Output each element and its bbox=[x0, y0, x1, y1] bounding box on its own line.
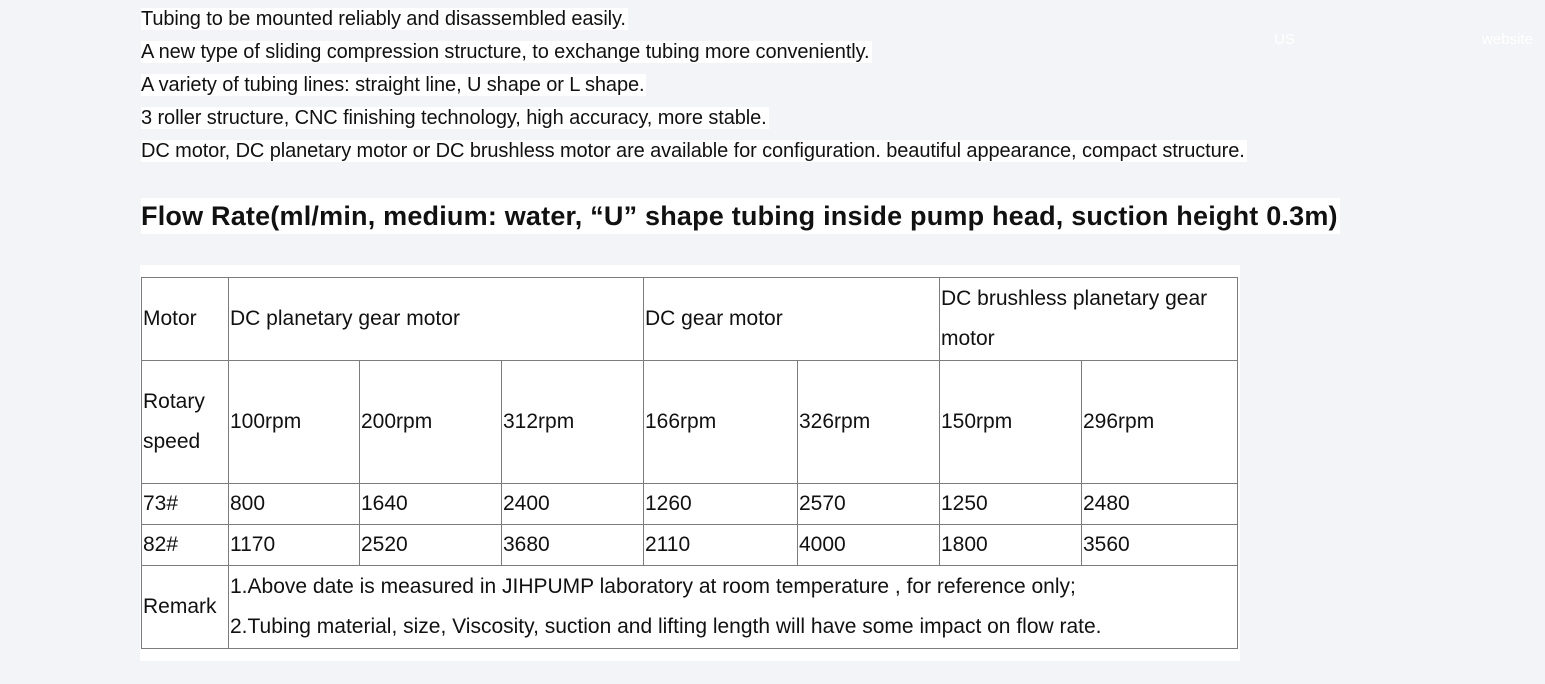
remark-row bbox=[142, 566, 1238, 649]
speed-cell: 312rpm bbox=[502, 361, 644, 484]
flow-cell: 1170 bbox=[229, 525, 360, 566]
feature-item: DC motor, DC planetary motor or DC brushless motor are available for configuration. beautiful appearance, compact structure. bbox=[141, 140, 1245, 162]
flow-rate-heading: Flow Rate(ml/min, medium: water, “U” shape tubing inside pump head, suction height 0.3m) bbox=[141, 198, 1340, 234]
flow-cell: 800 bbox=[229, 484, 360, 525]
flow-cell: 2570 bbox=[798, 484, 940, 525]
flow-cell: 3680 bbox=[502, 525, 644, 566]
flow-cell: 2480 bbox=[1082, 484, 1238, 525]
feature-item: 3 roller structure, CNC finishing technology, high accuracy, more stable. bbox=[141, 107, 767, 129]
flow-cell: 2520 bbox=[360, 525, 502, 566]
motor-dc-brushless: DC brushless planetary gear motor bbox=[940, 278, 1238, 361]
feature-item: A new type of sliding compression structure, to exchange tubing more conveniently. bbox=[141, 41, 870, 63]
table-row bbox=[142, 484, 1238, 525]
table-row bbox=[142, 525, 1238, 566]
flow-cell: 4000 bbox=[798, 525, 940, 566]
speed-cell: 150rpm bbox=[940, 361, 1082, 484]
flow-rate-table bbox=[141, 277, 1238, 649]
ghost-nav-website: website bbox=[1482, 31, 1533, 48]
flow-cell: 3560 bbox=[1082, 525, 1238, 566]
speed-cell: 326rpm bbox=[798, 361, 940, 484]
flow-cell: 2400 bbox=[502, 484, 644, 525]
motor-dc-gear: DC gear motor bbox=[644, 278, 940, 361]
flow-cell: 1260 bbox=[644, 484, 798, 525]
speed-cell: 166rpm bbox=[644, 361, 798, 484]
speed-cell: 200rpm bbox=[360, 361, 502, 484]
remark-text bbox=[229, 566, 1238, 649]
flow-cell: 2110 bbox=[644, 525, 798, 566]
flow-cell: 1250 bbox=[940, 484, 1082, 525]
feature-item: A variety of tubing lines: straight line, U shape or L shape. bbox=[141, 74, 645, 96]
remark-label: Remark bbox=[142, 566, 229, 649]
flow-rate-table-panel bbox=[140, 265, 1240, 661]
motor-label: Motor bbox=[142, 278, 229, 361]
feature-list bbox=[141, 5, 1247, 170]
flow-cell: 1800 bbox=[940, 525, 1082, 566]
remark-line: 1.Above date is measured in JIHPUMP laboratory at room temperature , for reference only; bbox=[230, 575, 1076, 598]
tubing-label: 82# bbox=[142, 525, 229, 566]
motor-dc-planetary: DC planetary gear motor bbox=[229, 278, 644, 361]
motor-row bbox=[142, 278, 1238, 361]
tubing-label: 73# bbox=[142, 484, 229, 525]
feature-item: Tubing to be mounted reliably and disassembled easily. bbox=[141, 8, 626, 30]
speed-label: Rotary speed bbox=[142, 361, 229, 484]
speed-cell: 100rpm bbox=[229, 361, 360, 484]
speed-row bbox=[142, 361, 1238, 484]
remark-line: 2.Tubing material, size, Viscosity, suction and lifting length will have some impact on flow rate. bbox=[230, 615, 1102, 638]
flow-cell: 1640 bbox=[360, 484, 502, 525]
speed-cell: 296rpm bbox=[1082, 361, 1238, 484]
ghost-nav-us: US bbox=[1274, 31, 1295, 48]
